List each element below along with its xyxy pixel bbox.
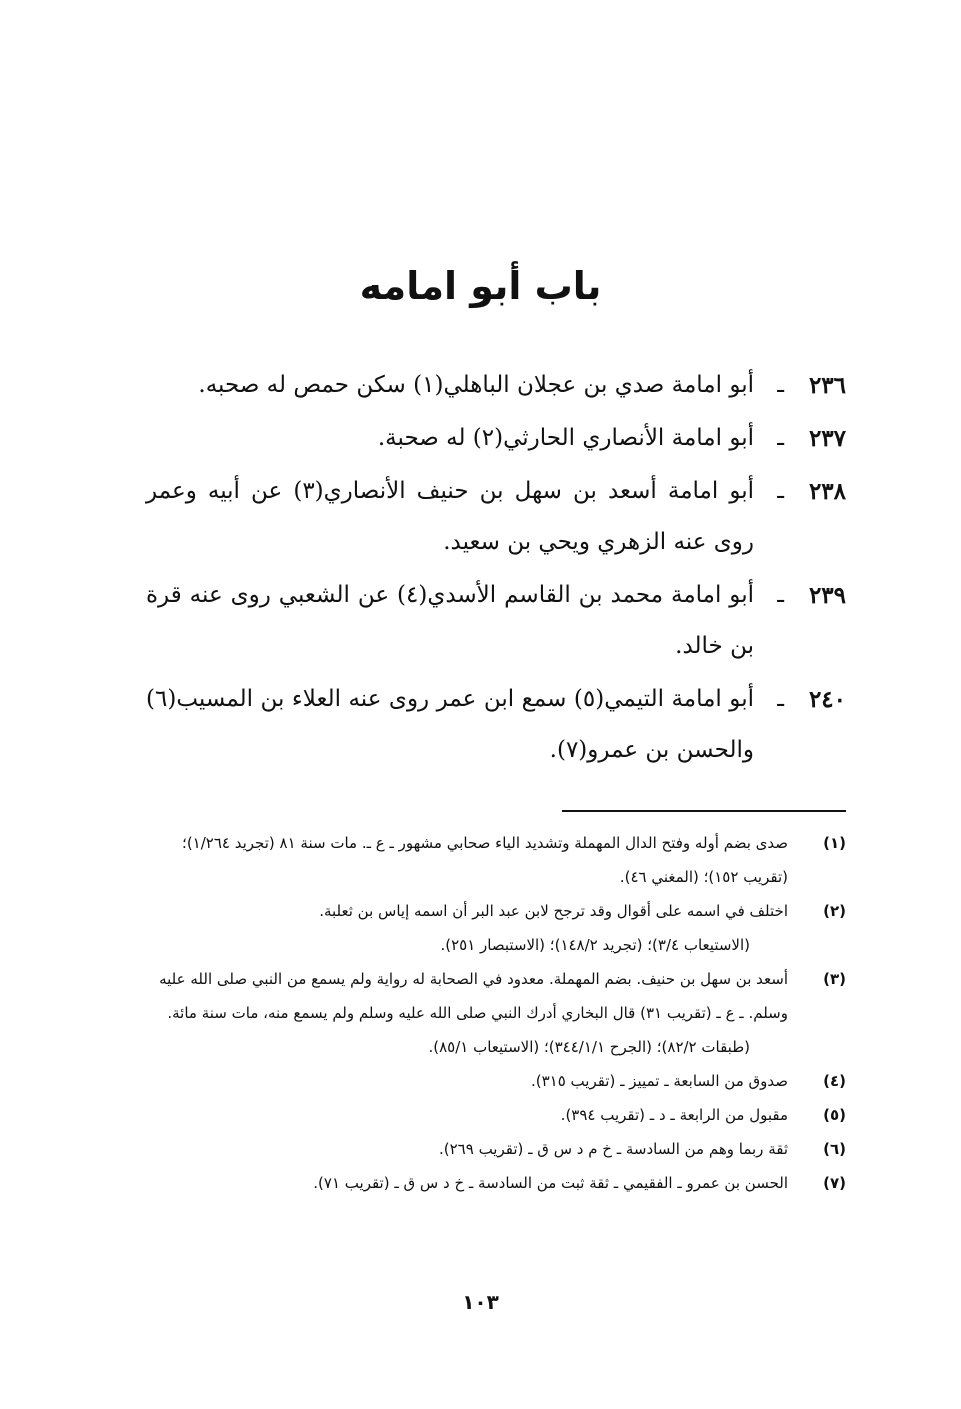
entry-text: أبو امامة الأنصاري الحارثي(٢) له صحبة. xyxy=(377,425,754,451)
footnote-number: (١) xyxy=(823,834,846,852)
page-number: ١٠٣ xyxy=(462,1290,499,1314)
footnote xyxy=(146,962,846,1064)
entry-text: أبو امامة محمد بن القاسم الأسدي(٤) عن الشعبي روى عنه قرة بن خالد. xyxy=(146,582,754,659)
entry-number: ٢٤٠ xyxy=(808,686,846,713)
entry-text: أبو امامة التيمي(٥) سمع ابن عمر روى عنه العلاء بن المسيب(٦) والحسن بن عمرو(٧). xyxy=(146,686,754,763)
entry xyxy=(146,466,846,568)
footnote-text: أسعد بن سهل بن حنيف. بضم المهملة. معدود في الصحابة له رواية ولم يسمع من النبي صلى الله عليه وسلم. ـ ع ـ (تقريب ٣١) قال البخاري أدرك النبي صلى الله عليه وسلم ولم يسمع منه، مات سنة مائة. xyxy=(159,970,788,1022)
footnote xyxy=(146,826,846,894)
chapter-title: باب أبو امامه xyxy=(359,264,602,308)
footnote-number: (٦) xyxy=(823,1140,846,1158)
entry-dash: ـ xyxy=(777,372,784,398)
entry-dash: ـ xyxy=(777,425,784,451)
footnote xyxy=(146,894,846,962)
footnote-number: (٥) xyxy=(823,1106,846,1124)
entry-number: ٢٣٩ xyxy=(808,582,846,609)
footnote-separator xyxy=(562,810,846,812)
footnote-number: (٤) xyxy=(823,1072,846,1090)
footnote-text: مقبول من الرابعة ـ د ـ (تقريب ٣٩٤). xyxy=(560,1106,788,1124)
footnote-number: (٢) xyxy=(823,902,846,920)
footnote-text: صدوق من السابعة ـ تمييز ـ (تقريب ٣١٥). xyxy=(530,1072,788,1090)
footnote-text: اختلف في اسمه على أقوال وقد ترجح لابن عبد البر أن اسمه إياس بن ثعلبة. xyxy=(319,902,788,920)
footnotes xyxy=(146,826,846,1200)
entry-text: أبو امامة صدي بن عجلان الباهلي(١) سكن حمص له صحبه. xyxy=(198,372,754,398)
footnote-text: الحسن بن عمرو ـ الفقيمي ـ ثقة ثبت من السادسة ـ خ د س ق ـ (تقريب ٧١). xyxy=(313,1174,788,1192)
entry-dash: ـ xyxy=(777,686,784,712)
footnote-number: (٣) xyxy=(823,970,846,988)
footnote-text: ثقة ربما وهم من السادسة ـ خ م د س ق ـ (تقريب ٢٦٩). xyxy=(439,1140,788,1158)
entry xyxy=(146,413,846,464)
footnote-reference: (الاستيعاب ٣/٤)؛ (تجريد ١٤٨/٢)؛ (الاستبصار ٢٥١). xyxy=(440,936,750,954)
entries-list xyxy=(146,360,846,778)
footnote-number: (٧) xyxy=(823,1174,846,1192)
footnote-reference: (طبقات ٨٢/٢)؛ (الجرح ٣٤٤/١/١)؛ (الاستيعاب ٨٥/١). xyxy=(428,1038,750,1056)
footnote xyxy=(146,1064,846,1098)
footnote xyxy=(146,1098,846,1132)
entry-dash: ـ xyxy=(777,478,784,504)
footnote xyxy=(146,1166,846,1200)
entry xyxy=(146,570,846,672)
footnote xyxy=(146,1132,846,1166)
entry-number: ٢٣٨ xyxy=(808,478,846,505)
entry-number: ٢٣٧ xyxy=(808,425,846,452)
entry xyxy=(146,360,846,411)
entry-number: ٢٣٦ xyxy=(808,372,846,399)
entry-dash: ـ xyxy=(777,582,784,608)
entry-text: أبو امامة أسعد بن سهل بن حنيف الأنصاري(٣) عن أبيه وعمر روى عنه الزهري ويحي بن سعيد. xyxy=(146,478,754,555)
footnote-text: صدى بضم أوله وفتح الدال المهملة وتشديد الياء صحابي مشهور ـ ع ـ. مات سنة ٨١ (تجريد ١/٢٦٤)؛ (تقريب ١٥٢)؛ (المغني ٤٦). xyxy=(182,834,788,886)
entry xyxy=(146,674,846,776)
